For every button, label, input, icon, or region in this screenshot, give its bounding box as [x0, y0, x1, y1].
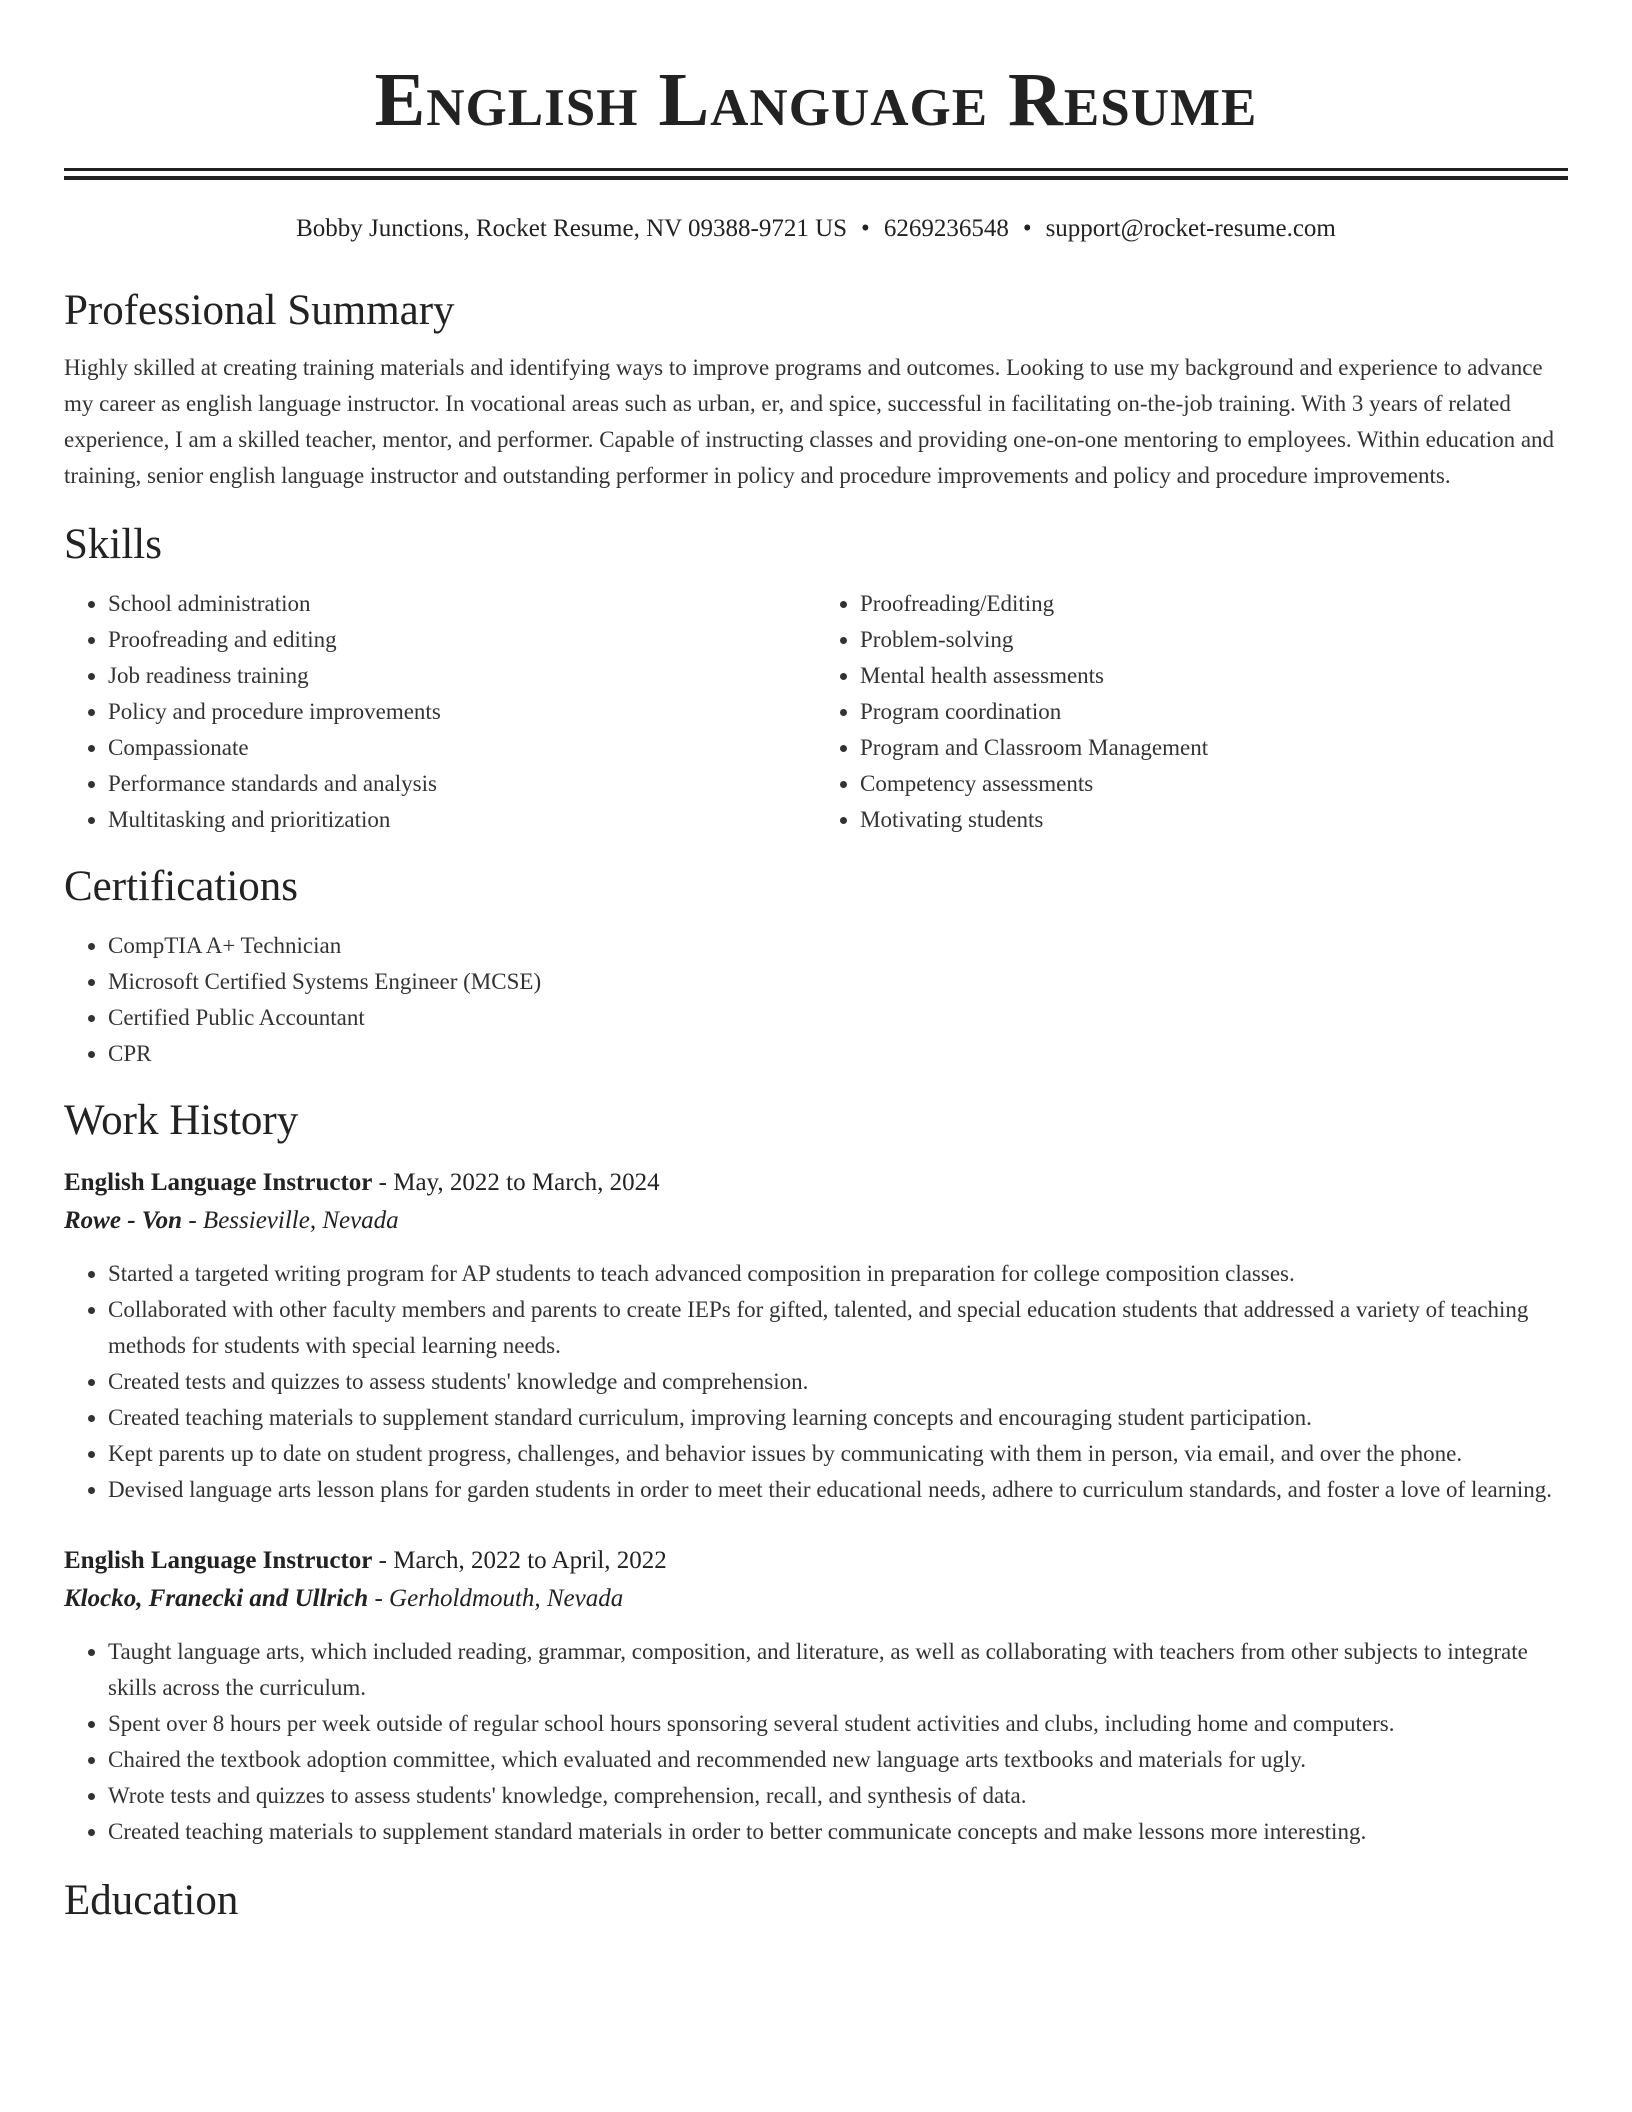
- skill-item: • Compassionate: [108, 730, 816, 766]
- skill-item: • Performance standards and analysis: [108, 766, 816, 802]
- job-company: Rowe - Von: [64, 1207, 183, 1234]
- skill-item: • Job readiness training: [108, 658, 816, 694]
- contact-separator: •: [1022, 215, 1032, 242]
- job-entry: [64, 1542, 1568, 1850]
- contact-email: support@rocket-resume.com: [1045, 215, 1336, 242]
- certification-item: • CPR: [108, 1036, 1568, 1072]
- certification-item: • Certified Public Accountant: [108, 1000, 1568, 1036]
- job-bullet: • Spent over 8 hours per week outside of regular school hours sponsoring several student activities and clubs, including home and computers.: [108, 1706, 1568, 1742]
- job-bullet: • Started a targeted writing program for AP students to teach advanced composition in preparation for college composition classes.: [108, 1256, 1568, 1292]
- job-company: Klocko, Franecki and Ullrich: [64, 1585, 369, 1612]
- job-dates: - May, 2022 to March, 2024: [372, 1169, 660, 1196]
- job-entry: [64, 1164, 1568, 1508]
- skill-item: • Motivating students: [860, 802, 1568, 838]
- title-rule-bottom: [64, 176, 1568, 180]
- contact-line: [64, 214, 1568, 244]
- job-company-line: [64, 1202, 1568, 1240]
- skills-heading: Skills: [64, 521, 162, 568]
- job-bullet: • Created teaching materials to supplement standard curriculum, improving learning concepts and encouraging student participation.: [108, 1400, 1568, 1436]
- certification-item: • CompTIA A+ Technician: [108, 928, 1568, 964]
- job-dates: - March, 2022 to April, 2022: [372, 1547, 667, 1574]
- job-title: English Language Instructor: [64, 1169, 373, 1196]
- job-bullet: • Taught language arts, which included reading, grammar, composition, and literature, as well as collaborating with teachers from other subjects to integrate skills across the curriculum.: [108, 1634, 1568, 1706]
- title-rule-top: [64, 168, 1568, 171]
- job-location: - Bessieville, Nevada: [182, 1207, 399, 1234]
- skill-item: • Proofreading and editing: [108, 622, 816, 658]
- job-bullet: • Created teaching materials to supplement standard materials in order to better communicate concepts and make lessons more interesting.: [108, 1814, 1568, 1850]
- job-bullet: • Chaired the textbook adoption committee, which evaluated and recommended new language arts textbooks and materials for ugly.: [108, 1742, 1568, 1778]
- job-bullets: [64, 1634, 1568, 1850]
- skill-item: • Mental health assessments: [860, 658, 1568, 694]
- certifications-heading: Certifications: [64, 863, 299, 910]
- certification-item: • Microsoft Certified Systems Engineer (MCSE): [108, 964, 1568, 1000]
- contact-address: Bobby Junctions, Rocket Resume, NV 09388-9721 US: [296, 215, 848, 242]
- skills-columns: [64, 586, 1568, 838]
- job-bullet: • Created tests and quizzes to assess students' knowledge and comprehension.: [108, 1364, 1568, 1400]
- resume-title: English Language Resume: [374, 58, 1258, 142]
- skill-item: • Competency assessments: [860, 766, 1568, 802]
- job-bullet: • Wrote tests and quizzes to assess students' knowledge, comprehension, recall, and synthesis of data.: [108, 1778, 1568, 1814]
- summary-text: Highly skilled at creating training materials and identifying ways to improve programs and outcomes. Looking to use my background and experience to advance my career as english language instructor. In vocational areas such as urban, er, and spice, successful in facilitating on-the-job training. With 3 years of related experience, I am a skilled teacher, mentor, and performer. Capable of instructing classes and providing one-on-one mentoring to employees. Within education and training, senior english language instructor and outstanding performer in policy and procedure improvements and policy and procedure improvements.: [64, 355, 1555, 488]
- skills-list-left: [64, 586, 816, 838]
- contact-separator: •: [861, 215, 870, 242]
- work-history-heading: Work History: [64, 1097, 299, 1144]
- job-bullets: [64, 1256, 1568, 1508]
- job-bullet: • Kept parents up to date on student progress, challenges, and behavior issues by communicating with them in person, via email, and over the phone.: [108, 1436, 1568, 1472]
- job-bullet: • Devised language arts lesson plans for garden students in order to meet their educational needs, adhere to curriculum standards, and foster a love of learning.: [108, 1472, 1568, 1508]
- summary-heading: Professional Summary: [64, 287, 455, 334]
- skill-item: • School administration: [108, 586, 816, 622]
- skills-list-right: [816, 586, 1568, 838]
- job-title-line: [64, 1164, 1568, 1202]
- skill-item: • Program coordination: [860, 694, 1568, 730]
- skill-item: • Multitasking and prioritization: [108, 802, 816, 838]
- education-heading: Education: [64, 1877, 239, 1924]
- job-title-line: [64, 1542, 1568, 1580]
- job-bullet: • Collaborated with other faculty members and parents to create IEPs for gifted, talented, and special education students that addressed a variety of teaching methods for students with special learning needs.: [108, 1292, 1568, 1364]
- job-location: - Gerholdmouth, Nevada: [368, 1585, 624, 1612]
- skill-item: • Program and Classroom Management: [860, 730, 1568, 766]
- certifications-list: [64, 928, 1568, 1072]
- job-title: English Language Instructor: [64, 1547, 373, 1574]
- skill-item: • Policy and procedure improvements: [108, 694, 816, 730]
- skill-item: • Proofreading/Editing: [860, 586, 1568, 622]
- resume-page: [64, 0, 1568, 1926]
- contact-phone: 6269236548: [883, 215, 1009, 242]
- job-company-line: [64, 1580, 1568, 1618]
- skill-item: • Problem-solving: [860, 622, 1568, 658]
